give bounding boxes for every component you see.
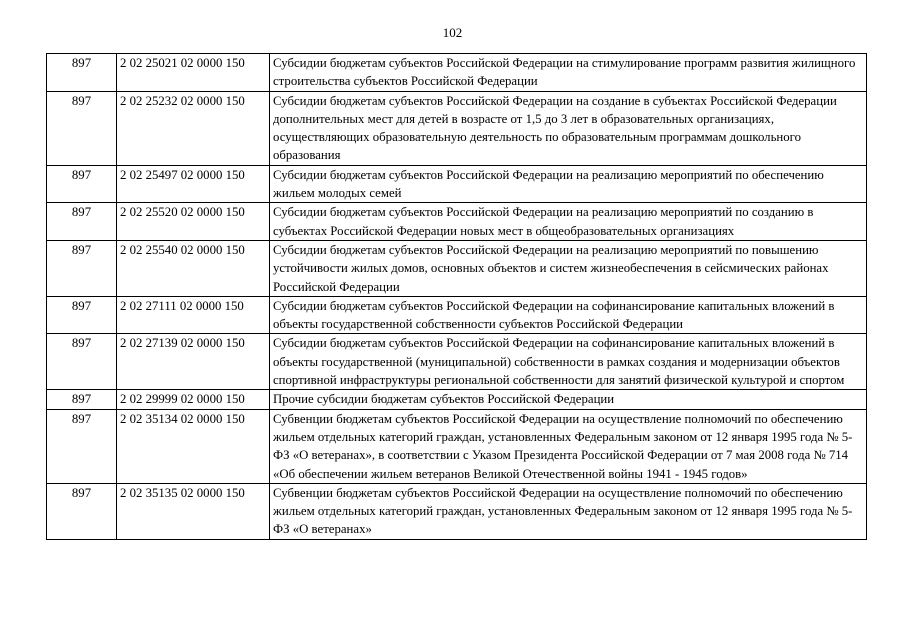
description-cell: Субсидии бюджетам субъектов Российской Федерации на реализацию мероприятий по обеспечению жильем молодых семей <box>270 165 867 203</box>
table-row <box>47 334 867 390</box>
admin-code-cell: 897 <box>47 334 117 390</box>
classification-code-cell: 2 02 35134 02 0000 150 <box>117 409 270 483</box>
table-row <box>47 240 867 296</box>
table-row <box>47 54 867 92</box>
classification-code-cell: 2 02 25520 02 0000 150 <box>117 203 270 241</box>
description-cell: Субвенции бюджетам субъектов Российской Федерации на осуществление полномочий по обеспечению жильем отдельных категорий граждан, установленных Федеральным законом от 12 января 1995 года № 5-ФЗ «О ветеранах» <box>270 483 867 539</box>
description-cell: Субсидии бюджетам субъектов Российской Федерации на создание в субъектах Российской Федерации дополнительных мест для детей в возрасте от 1,5 до 3 лет в образовательных организациях, осуществляющих образовательную деятельность по образовательным программам дошкольного образования <box>270 91 867 165</box>
description-cell: Субсидии бюджетам субъектов Российской Федерации на стимулирование программ развития жилищного строительства субъектов Российской Федерации <box>270 54 867 92</box>
table-row <box>47 296 867 334</box>
admin-code-cell: 897 <box>47 203 117 241</box>
admin-code-cell: 897 <box>47 240 117 296</box>
description-cell: Субсидии бюджетам субъектов Российской Федерации на софинансирование капитальных вложений в объекты государственной (муниципальной) собственности в рамках создания и модернизации объектов спортивной инфраструктуры региональной собственности для занятий физической культурой и спортом <box>270 334 867 390</box>
classification-code-cell: 2 02 27111 02 0000 150 <box>117 296 270 334</box>
description-cell: Субсидии бюджетам субъектов Российской Федерации на реализацию мероприятий по повышению устойчивости жилых домов, основных объектов и систем жизнеобеспечения в сейсмических районах Российской Федерации <box>270 240 867 296</box>
admin-code-cell: 897 <box>47 165 117 203</box>
classification-code-cell: 2 02 27139 02 0000 150 <box>117 334 270 390</box>
table-row <box>47 409 867 483</box>
classification-code-cell: 2 02 25232 02 0000 150 <box>117 91 270 165</box>
classification-code-cell: 2 02 35135 02 0000 150 <box>117 483 270 539</box>
admin-code-cell: 897 <box>47 54 117 92</box>
admin-code-cell: 897 <box>47 91 117 165</box>
classification-code-cell: 2 02 25497 02 0000 150 <box>117 165 270 203</box>
admin-code-cell: 897 <box>47 296 117 334</box>
admin-code-cell: 897 <box>47 390 117 409</box>
description-cell: Субвенции бюджетам субъектов Российской Федерации на осуществление полномочий по обеспечению жильем отдельных категорий граждан, установленных Федеральным законом от 12 января 1995 года № 5-ФЗ «О ветеранах», в соответствии с Указом Президента Российской Федерации от 7 мая 2008 года № 714 «Об обеспечении жильем ветеранов Великой Отечественной войны 1941 - 1945 годов» <box>270 409 867 483</box>
description-cell: Прочие субсидии бюджетам субъектов Российской Федерации <box>270 390 867 409</box>
description-cell: Субсидии бюджетам субъектов Российской Федерации на софинансирование капитальных вложений в объекты государственной собственности субъектов Российской Федерации <box>270 296 867 334</box>
description-cell: Субсидии бюджетам субъектов Российской Федерации на реализацию мероприятий по созданию в субъектах Российской Федерации новых мест в общеобразовательных организациях <box>270 203 867 241</box>
table-row <box>47 483 867 539</box>
admin-code-cell: 897 <box>47 409 117 483</box>
page-number: 102 <box>442 25 463 40</box>
table-row <box>47 165 867 203</box>
classification-code-cell: 2 02 25021 02 0000 150 <box>117 54 270 92</box>
budget-classification-table <box>46 53 867 540</box>
table-body <box>47 54 867 540</box>
table-row <box>47 91 867 165</box>
table-row <box>47 203 867 241</box>
classification-code-cell: 2 02 25540 02 0000 150 <box>117 240 270 296</box>
classification-code-cell: 2 02 29999 02 0000 150 <box>117 390 270 409</box>
table-row <box>47 390 867 409</box>
admin-code-cell: 897 <box>47 483 117 539</box>
